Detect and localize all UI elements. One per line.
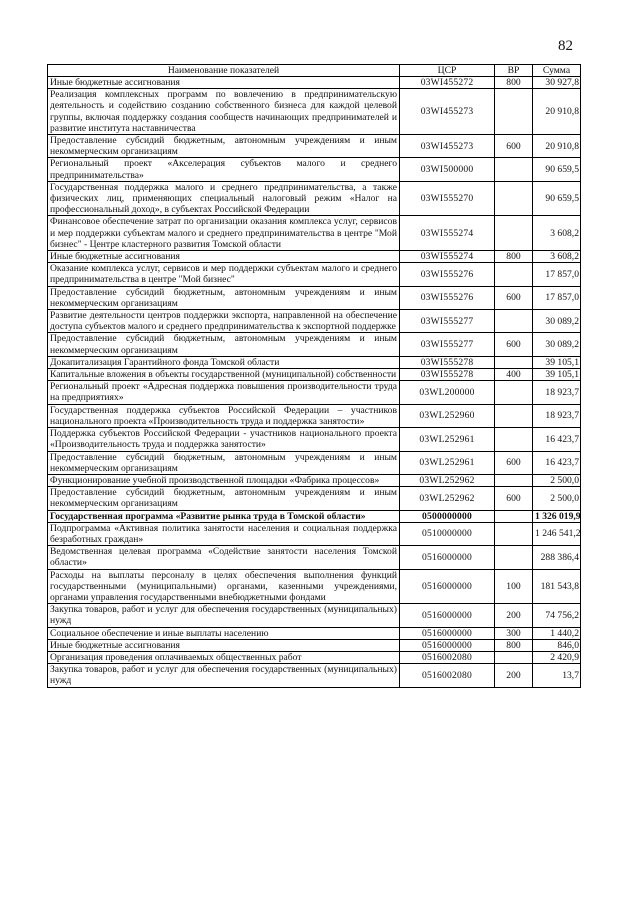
row-sum: 2 500,0 xyxy=(533,487,581,510)
row-vr xyxy=(495,181,533,216)
row-sum: 17 857,0 xyxy=(533,263,581,286)
row-sum: 74 756,2 xyxy=(533,604,581,627)
row-name: Развитие деятельности центров поддержки экспорта, направленной на обеспечение доступа субъектов малого и среднего предпринимательства к экспортной поддержке xyxy=(48,310,400,333)
table-row xyxy=(48,77,581,89)
row-name: Региональный проект «Адресная поддержка повышения производительности труда на предприятиях» xyxy=(48,381,400,404)
row-vr xyxy=(495,474,533,486)
table-row xyxy=(48,369,581,381)
row-sum: 18 923,7 xyxy=(533,404,581,427)
row-vr: 800 xyxy=(495,251,533,263)
row-csr: 03WI555274 xyxy=(400,251,495,263)
row-csr: 0516000000 xyxy=(400,627,495,639)
row-csr: 0510000000 xyxy=(400,522,495,545)
table-row xyxy=(48,474,581,486)
row-vr xyxy=(495,310,533,333)
row-sum: 2 420,9 xyxy=(533,651,581,663)
row-vr: 600 xyxy=(495,333,533,356)
row-vr: 200 xyxy=(495,604,533,627)
row-csr: 03WI500000 xyxy=(400,158,495,181)
row-csr: 03WI555270 xyxy=(400,181,495,216)
table-row xyxy=(48,522,581,545)
row-name: Реализация комплексных программ по вовлечению в предпринимательскую деятельность и содействию созданию собственного бизнеса для каждой целевой группы, включая поддержку создания сообществ начинающих предпринимателей и развитие института наставничества xyxy=(48,89,400,135)
row-name: Региональный проект «Акселерация субъектов малого и среднего предпринимательства» xyxy=(48,158,400,181)
row-vr xyxy=(495,522,533,545)
row-name: Финансовое обеспечение затрат по организации оказания комплекса услуг, сервисов и мер поддержки субъектам малого и среднего предпринимательства в центре "Мой бизнес" - Центре кластерного развития Томской области xyxy=(48,216,400,251)
row-vr xyxy=(495,404,533,427)
row-vr: 600 xyxy=(495,487,533,510)
row-csr: 03WL252960 xyxy=(400,404,495,427)
row-vr: 800 xyxy=(495,77,533,89)
row-csr: 03WI455273 xyxy=(400,89,495,135)
table-row xyxy=(48,604,581,627)
row-sum: 30 089,2 xyxy=(533,333,581,356)
row-vr xyxy=(495,158,533,181)
row-sum: 13,7 xyxy=(533,664,581,687)
row-name: Капитальные вложения в объекты государственной (муниципальной) собственности xyxy=(48,369,400,381)
row-sum: 3 608,2 xyxy=(533,216,581,251)
row-name: Иные бюджетные ассигнования xyxy=(48,251,400,263)
table-body xyxy=(48,77,581,688)
row-name: Предоставление субсидий бюджетным, автономным учреждениям и иным некоммерческим организациям xyxy=(48,487,400,510)
table-row xyxy=(48,381,581,404)
table-row xyxy=(48,89,581,135)
row-csr: 03WI455272 xyxy=(400,77,495,89)
table-row xyxy=(48,251,581,263)
row-csr: 0516000000 xyxy=(400,569,495,604)
row-sum: 1 246 541,2 xyxy=(533,522,581,545)
row-sum: 18 923,7 xyxy=(533,381,581,404)
row-csr: 03WI455273 xyxy=(400,135,495,158)
row-csr: 03WI555276 xyxy=(400,263,495,286)
row-sum: 17 857,0 xyxy=(533,286,581,309)
row-name: Ведомственная целевая программа «Содействие занятости населения Томской области» xyxy=(48,546,400,569)
header-vr: ВР xyxy=(495,65,533,77)
table-row xyxy=(48,310,581,333)
row-csr: 0516002080 xyxy=(400,651,495,663)
table-row xyxy=(48,286,581,309)
row-vr: 800 xyxy=(495,639,533,651)
row-name: Предоставление субсидий бюджетным, автономным учреждениям и иным некоммерческим организациям xyxy=(48,333,400,356)
row-vr xyxy=(495,263,533,286)
row-sum: 39 105,1 xyxy=(533,369,581,381)
table-row xyxy=(48,487,581,510)
table-row xyxy=(48,627,581,639)
row-csr: 0516000000 xyxy=(400,604,495,627)
row-vr: 100 xyxy=(495,569,533,604)
row-sum: 16 423,7 xyxy=(533,451,581,474)
table-row xyxy=(48,651,581,663)
row-name: Государственная поддержка малого и среднего предпринимательства, а также физических лиц, применяющих специальный налоговый режим «Налог на профессиональный доход», в субъектах Российской Федерации xyxy=(48,181,400,216)
row-sum: 20 910,8 xyxy=(533,135,581,158)
row-vr: 600 xyxy=(495,135,533,158)
row-csr: 0516000000 xyxy=(400,639,495,651)
table-row xyxy=(48,216,581,251)
row-csr: 03WI555278 xyxy=(400,356,495,368)
row-sum: 181 543,8 xyxy=(533,569,581,604)
row-csr: 03WL252962 xyxy=(400,474,495,486)
row-vr: 300 xyxy=(495,627,533,639)
row-sum: 30 089,2 xyxy=(533,310,581,333)
row-sum: 39 105,1 xyxy=(533,356,581,368)
table-header-row xyxy=(48,65,581,77)
table-row xyxy=(48,263,581,286)
header-csr: ЦСР xyxy=(400,65,495,77)
row-vr xyxy=(495,381,533,404)
row-name: Подпрограмма «Активная политика занятости населения и социальная поддержка безработных граждан» xyxy=(48,522,400,545)
table-row xyxy=(48,510,581,522)
row-sum: 1 440,2 xyxy=(533,627,581,639)
row-sum: 3 608,2 xyxy=(533,251,581,263)
row-sum: 2 500,0 xyxy=(533,474,581,486)
row-sum: 90 659,5 xyxy=(533,181,581,216)
row-csr: 03WI555277 xyxy=(400,310,495,333)
row-sum: 846,0 xyxy=(533,639,581,651)
row-name: Расходы на выплаты персоналу в целях обеспечения выполнения функций государственными (муниципальными) органами, казенными учреждениями, органами управления государственными внебюджетными фондами xyxy=(48,569,400,604)
row-vr xyxy=(495,510,533,522)
table-row xyxy=(48,569,581,604)
row-vr: 200 xyxy=(495,664,533,687)
row-name: Предоставление субсидий бюджетным, автономным учреждениям и иным некоммерческим организациям xyxy=(48,135,400,158)
table-row xyxy=(48,404,581,427)
row-vr xyxy=(495,428,533,451)
row-csr: 0500000000 xyxy=(400,510,495,522)
row-sum: 1 326 019,9 xyxy=(533,510,581,522)
row-sum: 20 910,8 xyxy=(533,89,581,135)
row-name: Поддержка субъектов Российской Федерации - участников национального проекта «Производительность труда и поддержка занятости» xyxy=(48,428,400,451)
row-name: Предоставление субсидий бюджетным, автономным учреждениям и иным некоммерческим организациям xyxy=(48,451,400,474)
row-name: Иные бюджетные ассигнования xyxy=(48,639,400,651)
row-name: Государственная программа «Развитие рынка труда в Томской области» xyxy=(48,510,400,522)
table-row xyxy=(48,664,581,687)
table-row xyxy=(48,451,581,474)
table-row xyxy=(48,428,581,451)
table-row xyxy=(48,135,581,158)
row-csr: 03WI555278 xyxy=(400,369,495,381)
row-vr xyxy=(495,216,533,251)
row-name: Докапитализация Гарантийного фонда Томской области xyxy=(48,356,400,368)
row-name: Закупка товаров, работ и услуг для обеспечения государственных (муниципальных) нужд xyxy=(48,664,400,687)
row-vr xyxy=(495,651,533,663)
row-name: Предоставление субсидий бюджетным, автономным учреждениям и иным некоммерческим организациям xyxy=(48,286,400,309)
row-vr xyxy=(495,546,533,569)
row-csr: 03WL252961 xyxy=(400,428,495,451)
row-name: Организация проведения оплачиваемых общественных работ xyxy=(48,651,400,663)
row-vr: 600 xyxy=(495,286,533,309)
row-name: Государственная поддержка субъектов Российской Федерации – участников национального проекта «Производительность труда и поддержка занятости» xyxy=(48,404,400,427)
row-name: Иные бюджетные ассигнования xyxy=(48,77,400,89)
row-csr: 0516002080 xyxy=(400,664,495,687)
page-number: 82 xyxy=(558,38,573,54)
header-name: Наименование показателей xyxy=(48,65,400,77)
row-vr xyxy=(495,356,533,368)
row-csr: 03WI555277 xyxy=(400,333,495,356)
row-vr: 600 xyxy=(495,451,533,474)
row-name: Оказание комплекса услуг, сервисов и мер поддержки субъектам малого и среднего предпринимательства в центре "Мой бизнес" xyxy=(48,263,400,286)
row-csr: 0516000000 xyxy=(400,546,495,569)
row-name: Закупка товаров, работ и услуг для обеспечения государственных (муниципальных) нужд xyxy=(48,604,400,627)
table-row xyxy=(48,333,581,356)
row-sum: 16 423,7 xyxy=(533,428,581,451)
row-sum: 288 386,4 xyxy=(533,546,581,569)
row-csr: 03WI555274 xyxy=(400,216,495,251)
row-vr xyxy=(495,89,533,135)
table-row xyxy=(48,546,581,569)
row-sum: 30 927,8 xyxy=(533,77,581,89)
table-row xyxy=(48,158,581,181)
table-row xyxy=(48,639,581,651)
table-row xyxy=(48,356,581,368)
row-csr: 03WL252961 xyxy=(400,451,495,474)
table-row xyxy=(48,181,581,216)
header-sum: Сумма xyxy=(533,65,581,77)
row-name: Социальное обеспечение и иные выплаты населению xyxy=(48,627,400,639)
row-csr: 03WI555276 xyxy=(400,286,495,309)
row-vr: 400 xyxy=(495,369,533,381)
row-name: Функционирование учебной производственной площадки «Фабрика процессов» xyxy=(48,474,400,486)
row-sum: 90 659,5 xyxy=(533,158,581,181)
row-csr: 03WL252962 xyxy=(400,487,495,510)
row-csr: 03WL200000 xyxy=(400,381,495,404)
budget-table xyxy=(47,64,581,688)
